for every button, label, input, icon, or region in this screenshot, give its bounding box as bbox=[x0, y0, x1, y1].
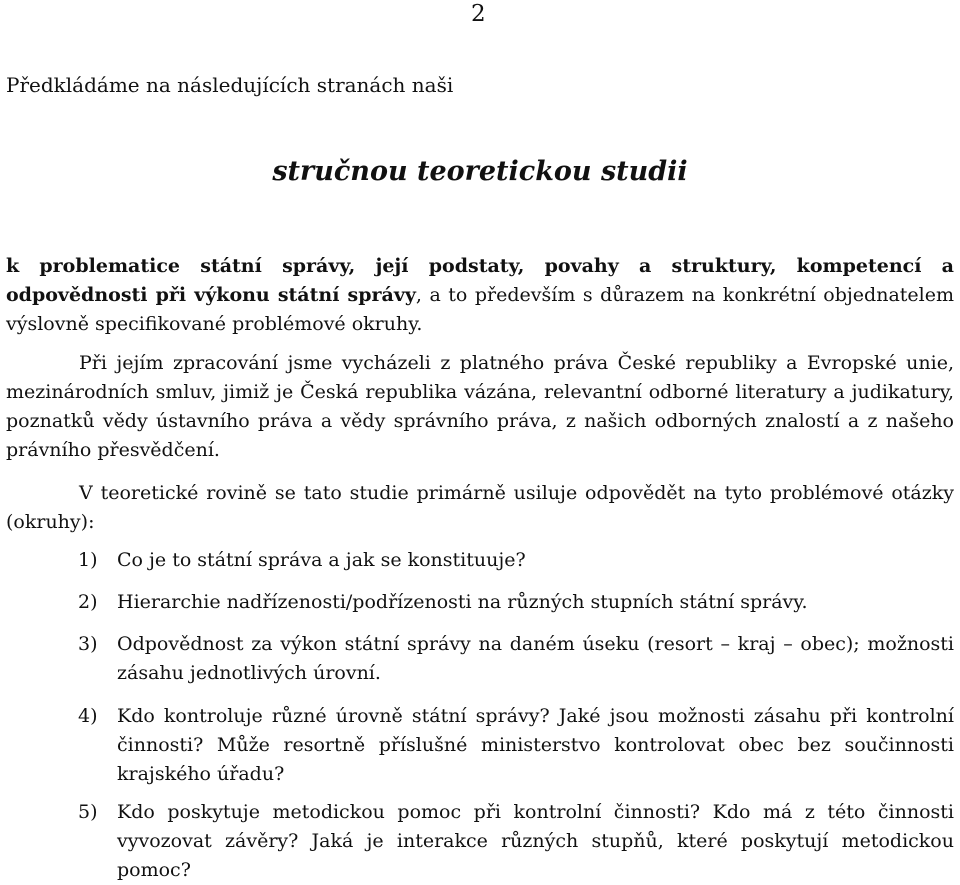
question-text: Odpovědnost za výkon státní správy na daném úseku (resort – kraj – obec); možnosti zásahu jednotlivých úrovní. bbox=[117, 633, 954, 684]
intro-line: Předkládáme na následujících stranách naši bbox=[6, 73, 454, 97]
question-text: Kdo kontroluje různé úrovně státní správy? Jaké jsou možnosti zásahu při kontrolní činnosti? Může resortně příslušné ministerstvo kontrolovat obec bez součinnosti krajského úřadu? bbox=[117, 705, 954, 785]
question-number: 5) bbox=[78, 801, 98, 823]
question-number: 1) bbox=[78, 549, 98, 571]
question-item-5 bbox=[78, 798, 954, 885]
question-item-3 bbox=[78, 630, 954, 688]
question-number: 2) bbox=[78, 591, 98, 613]
question-item-4 bbox=[78, 702, 954, 789]
question-item-1 bbox=[78, 546, 954, 575]
subject-rest: , a to především s důrazem na konkrétní objednatelem výslovně specifikované problémové okruhy. bbox=[6, 284, 954, 335]
question-number: 4) bbox=[78, 705, 98, 727]
question-number: 3) bbox=[78, 633, 98, 655]
page-number: 2 bbox=[471, 1, 486, 27]
subject-bold-part: k problematice státní správy, její podstaty, povahy a struktury, kompetencí a odpovědnosti při výkonu státní správy bbox=[6, 255, 954, 306]
paragraph-sources bbox=[6, 349, 954, 465]
question-text: Co je to státní správa a jak se konstituuje? bbox=[117, 549, 526, 571]
document-heading: stručnou teoretickou studii bbox=[272, 156, 688, 187]
paragraph-sources-text: Při jejím zpracování jsme vycházeli z platného práva České republiky a Evropské unie, mezinárodních smluv, jimiž je Česká republika vázána, relevantní odborné literatury a judikatury, poznatků vědy ústavního práva a vědy správního práva, z našich odborných znalostí a z našeho právního přesvědčení. bbox=[6, 352, 954, 461]
question-text: Kdo poskytuje metodickou pomoc při kontrolní činnosti? Kdo má z této činnosti vyvozovat závěry? Jaká je interakce různých stupňů, které poskytují metodickou pomoc? bbox=[117, 801, 954, 881]
paragraph-questions-intro bbox=[6, 479, 954, 537]
question-text: Hierarchie nadřízenosti/podřízenosti na různých stupních státní správy. bbox=[117, 591, 808, 613]
paragraph-questions-intro-text: V teoretické rovině se tato studie primárně usiluje odpovědět na tyto problémové otázky (okruhy): bbox=[6, 482, 954, 533]
question-item-2 bbox=[78, 588, 954, 617]
subject-paragraph bbox=[6, 252, 954, 339]
